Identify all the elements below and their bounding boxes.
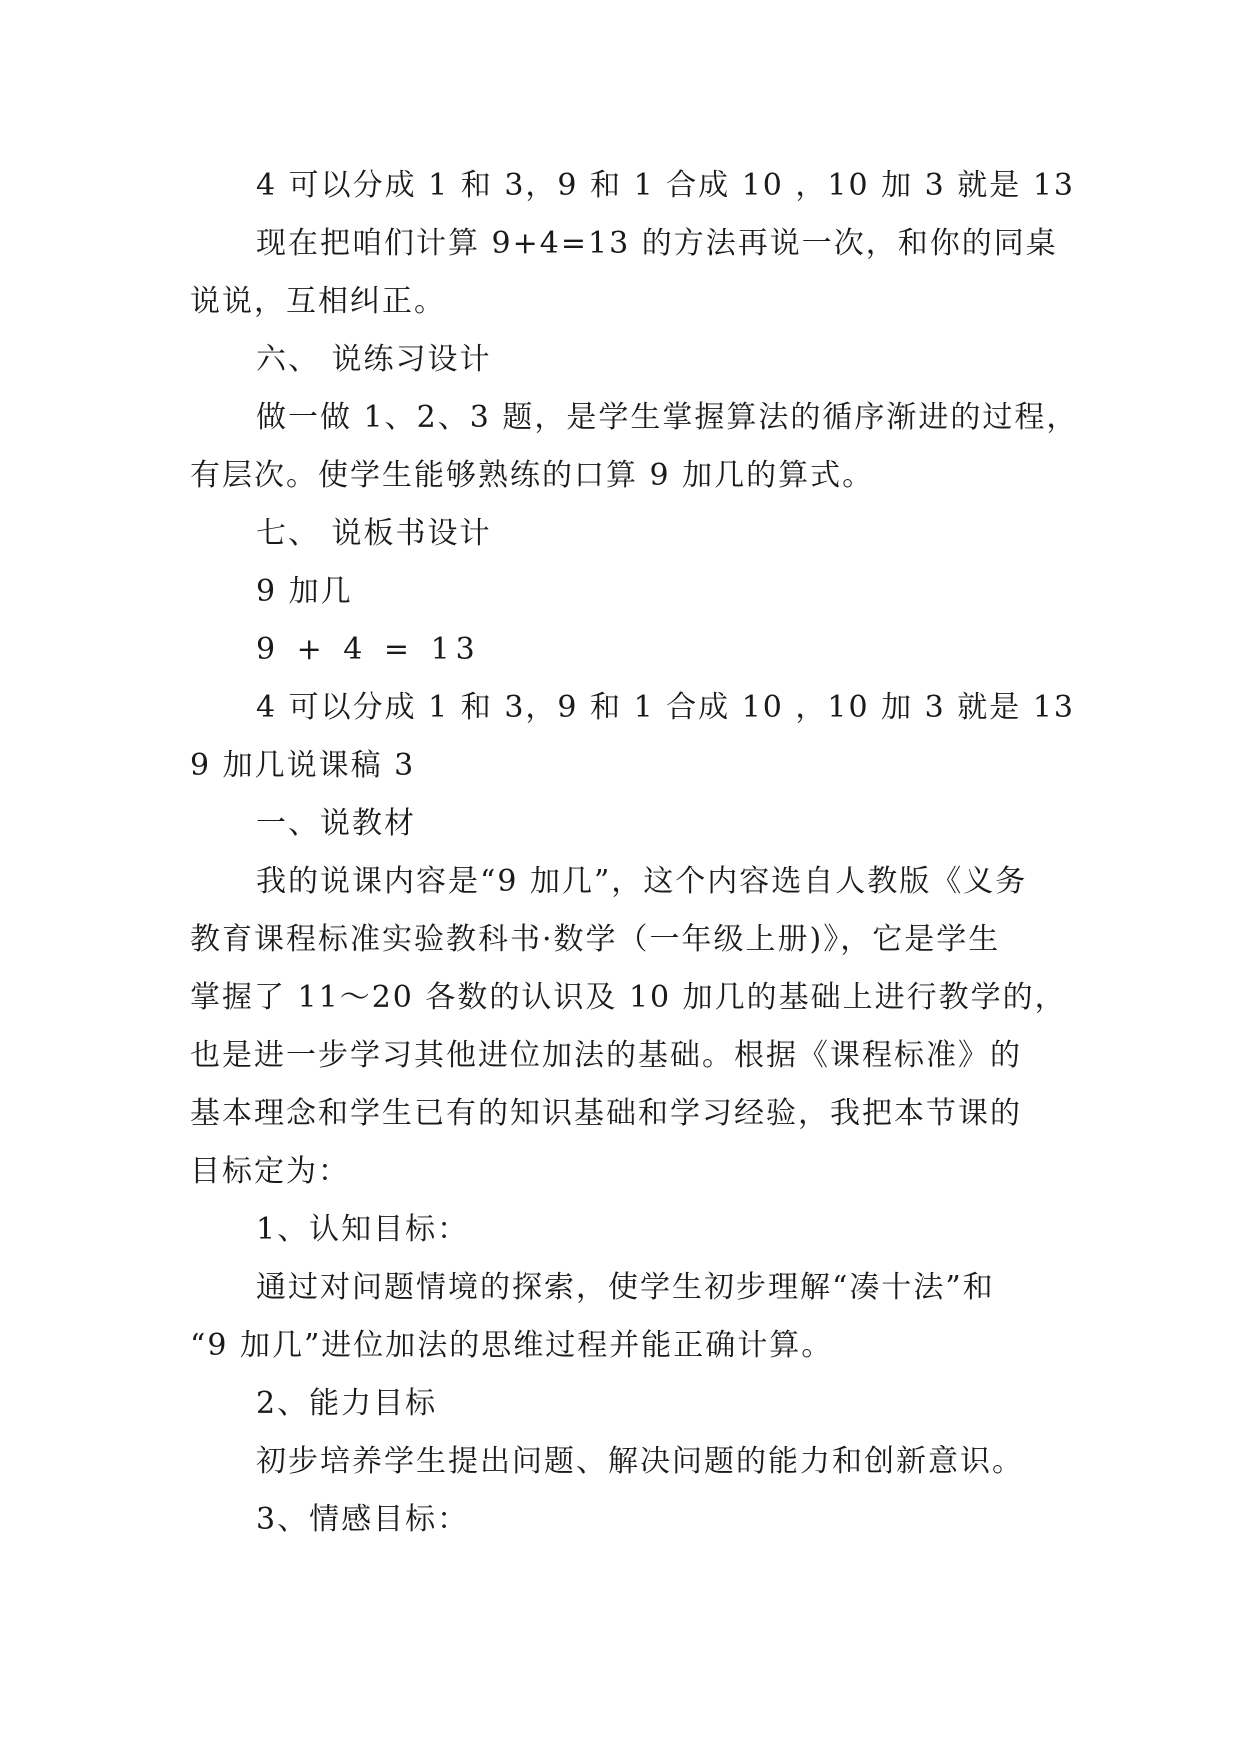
text-line: 4 可以分成 1 和 3，9 和 1 合成 10 ，10 加 3 就是 13 <box>256 690 1076 725</box>
subsection-heading: 1、认知目标： <box>256 1212 470 1247</box>
text-line: 现在把咱们计算 9+4=13 的方法再说一次，和你的同桌 <box>256 226 1058 261</box>
text-line: 目标定为： <box>190 1154 350 1189</box>
board-title: 9 加几 <box>256 574 353 609</box>
section-heading: 七、 说板书设计 <box>256 516 492 551</box>
section-heading: 六、 说练习设计 <box>256 342 492 377</box>
text-line: 掌握了 11～20 各数的认识及 10 加几的基础上进行教学的， <box>190 980 1067 1015</box>
subsection-heading: 2、能力目标 <box>256 1386 438 1421</box>
text-line: 说说，互相纠正。 <box>190 284 446 319</box>
text-line: 做一做 1、2、3 题，是学生掌握算法的循序渐进的过程， <box>256 400 1079 435</box>
board-formula: 9 + 4 = 13 <box>256 632 481 667</box>
section-heading: 一、说教材 <box>256 806 416 841</box>
text-line: 有层次。使学生能够熟练的口算 9 加几的算式。 <box>190 458 875 493</box>
text-line: 基本理念和学生已有的知识基础和学习经验，我把本节课的 <box>190 1096 1022 1131</box>
document-title: 9 加几说课稿 3 <box>190 748 416 783</box>
text-line: 通过对问题情境的探索，使学生初步理解“凑十法”和 <box>256 1270 995 1305</box>
text-line: 教育课程标准实验教科书·数学（一年级上册)》，它是学生 <box>190 922 1001 957</box>
text-line: 我的说课内容是“9 加几”，这个内容选自人教版《义务 <box>256 864 1028 899</box>
text-line: “9 加几”进位加法的思维过程并能正确计算。 <box>190 1328 834 1363</box>
text-line: 4 可以分成 1 和 3，9 和 1 合成 10 ，10 加 3 就是 13 <box>256 168 1076 203</box>
text-line: 也是进一步学习其他进位加法的基础。根据《课程标准》的 <box>190 1038 1022 1073</box>
subsection-heading: 3、情感目标： <box>256 1502 470 1537</box>
text-line: 初步培养学生提出问题、解决问题的能力和创新意识。 <box>256 1444 1024 1479</box>
